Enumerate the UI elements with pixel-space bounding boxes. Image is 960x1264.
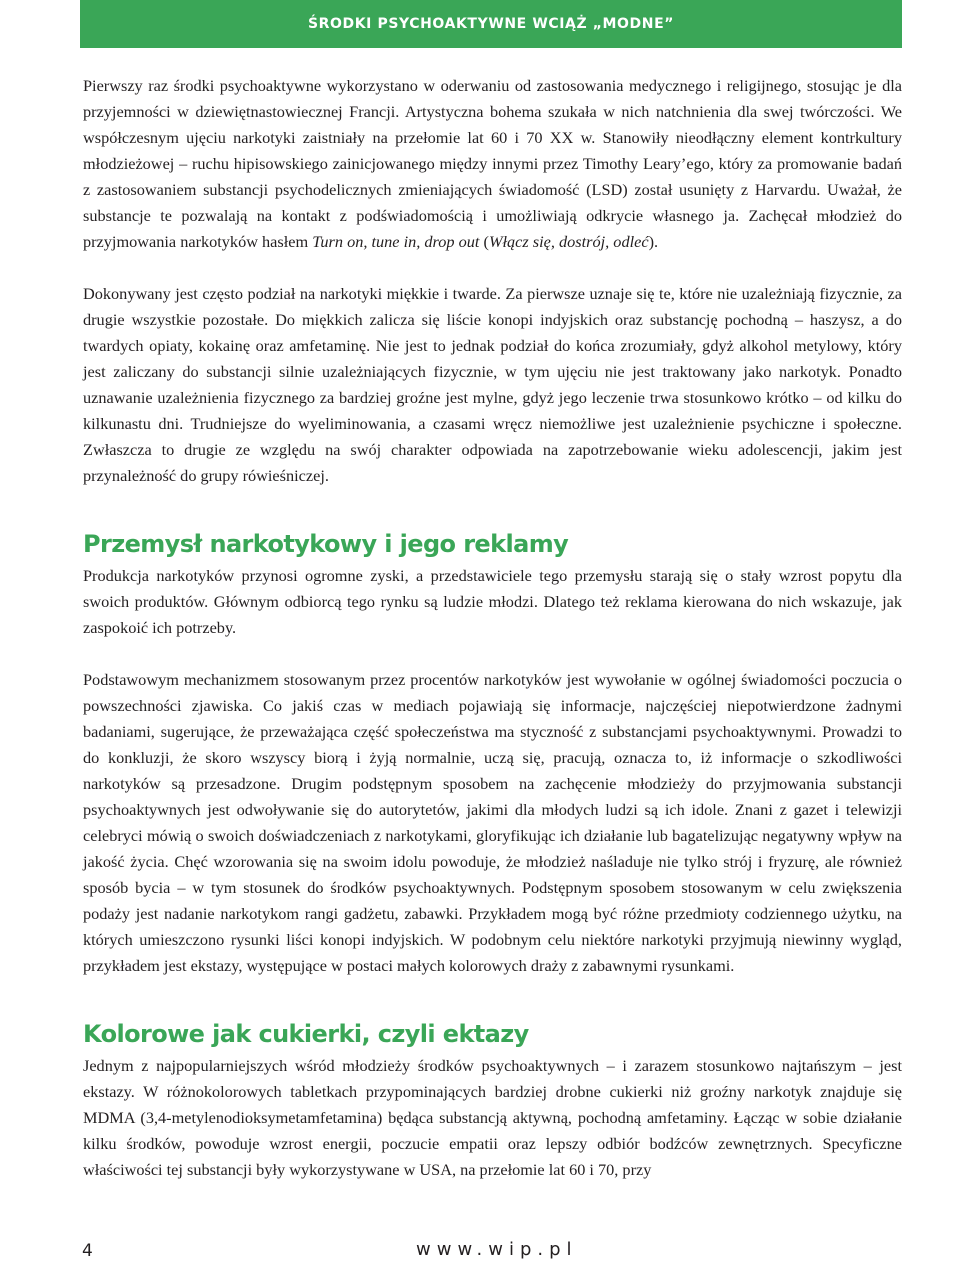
section-heading-drug-industry: Przemysł narkotykowy i jego reklamy [83,530,569,558]
section-heading-ecstasy: Kolorowe jak cukierki, czyli ektazy [83,1020,529,1048]
intro-paragraph-1-text: Pierwszy raz środki psychoaktywne wykorzystano w oderwaniu od zastosowania medycznego i religijnego, stosując je dla przyjemności w dziewiętnastowiecznej Francji. Artystyczna bohema szukała w nich natchnienia dla swej twórczości. We współczesnym ujęciu narkotyki zaistniały na przełomie lat 60 i 70 XX w. Stanowiły nieodłączny element kontrkultury młodzieżowej – ruchu hipisowskiego zainicjowanego między innymi przez Timothy Leary’ego, który za promowanie badań z zastosowaniem substancji psychodelicznych zmieniających świadomość (LSD) został usunięty z Harvardu. Uważał, że substancje te pozwalają na kontakt z podświadomością i umożliwiają odkrycie własnego ja. Zachęcał młodzież do przyjmowania narkotyków hasłem [83,76,902,251]
paren-open: ( [479,232,489,251]
page-number: 4 [82,1241,93,1261]
paren-close: ). [648,232,659,251]
intro-paragraph-1 [83,73,902,255]
paragraph-spacer [83,641,902,667]
slogan-translation: Włącz się, dostrój, odleć [488,232,649,251]
section-spacer [83,489,902,529]
section1-paragraph-2: Podstawowym mechanizmem stosowanym przez procentów narkotyków jest wywołanie w ogólnej świadomości poczucia o powszechności zjawiska. Co jakiś czas w mediach pojawiają się informacje, najczęściej niepotwierdzone żadnymi badaniami, sugerujące, że przeważająca część społeczeństwa ma styczność z substancjami psychoaktywnymi. Prowadzi to do konkluzji, że skoro wszyscy biorą i żyją normalnie, uczą się, pracują, oznacza to, iż informacje o szkodliwości narkotyków są przesadzone. Drugim podstępnym sposobem na zachęcenie młodzieży do przyjmowania substancji psychoaktywnych jest odwoływanie się do autorytetów, jakimi dla młodych ludzi są ich idole. Znani z gazet i telewizji celebryci mówią o swoich doświadczeniach z narkotykami, gloryfikując ich działanie lub bagatelizując negatywny wpływ na jakość życia. Chęć wzorowania się na swoim idolu powoduje, że młodzież naśladuje nie tylko strój i fryzurę, ale również sposób bycia – w tym stosunek do środków psychoaktywnych. Podstępnym sposobem stosowanym w celu zwiększenia podaży jest nadanie narkotykom rangi gadżetu, zabawki. Przykładem mogą być różne przedmioty codziennego użytku, na których umieszczono rysunki liści konopi indyjskich. W podobnym celu niektóre narkotyki przyjmują niewinny wygląd, przykładem jest ekstazy, występujące w postaci małych kolorowych draży z zabawnymi rysunkami. [83,670,902,975]
section2-paragraph-1: Jednym z najpopularniejszych wśród młodzieży środków psychoaktywnych – i zarazem stosunkowo najtańszym – jest ekstazy. W różnokolorowych tabletkach przypominających bardziej drobne cukierki niż groźny narkotyk znajduje się MDMA (3,4-metylenodioksymetamfetamina) będąca substancją aktywną, pochodną amfetaminy. Łącząc w sobie działanie kilku środków, powoduje wzrost energii, poczucie empatii oraz lepszy odbiór bodźców zewnętrznych. Specyficzne właściwości tej substancji były wykorzystywane w USA, na przełomie lat 60 i 70, przy [83,1056,902,1179]
section-spacer [83,979,902,1019]
running-header-title: ŚRODKI PSYCHOAKTYWNE WCIĄŻ „MODNE” [307,16,675,32]
header-bar [80,0,902,48]
main-content [83,73,902,1183]
footer-website: www.wip.pl [416,1239,578,1260]
paragraph-spacer [83,255,902,281]
section1-paragraph-1: Produkcja narkotyków przynosi ogromne zyski, a przedstawiciele tego przemysłu starają się o stały wzrost popytu dla swoich produktów. Głównym odbiorcą tego rynku są ludzie młodzi. Dlatego też reklama kierowana do nich wskazuje, jak zaspokoić ich potrzeby. [83,566,902,637]
intro-paragraph-2: Dokonywany jest często podział na narkotyki miękkie i twarde. Za pierwsze uznaje się te, które nie uzależniają fizycznie, za drugie wszystkie pozostałe. Do miękkich zalicza się liście konopi indyjskich oraz substancję pochodną – haszysz, a do twardych opiaty, kokainę oraz amfetaminę. Nie jest to jednak podział do końca zrozumiały, gdyż alkohol metylowy, który jest zaliczany do substancji silnie uzależniających fizycznie, w tym ujęciu nie jest traktowany jako narkotyk. Ponadto uznawanie uzależnienia fizycznego za bardziej groźne jest mylne, gdyż jego leczenie trwa stosunkowo krótko – od kilku do kilkunastu dni. Trudniejsze do wyeliminowania, a czasami wręcz niemożliwe jest uzależnienie psychiczne i społeczne. Zwłaszcza to drugie ze względu na swój charakter odpowiada na zapotrzebowanie wieku adolescencji, jakim jest przynależność do grupy rówieśniczej. [83,284,902,485]
slogan-text: Turn on, tune in, drop out [312,232,480,251]
